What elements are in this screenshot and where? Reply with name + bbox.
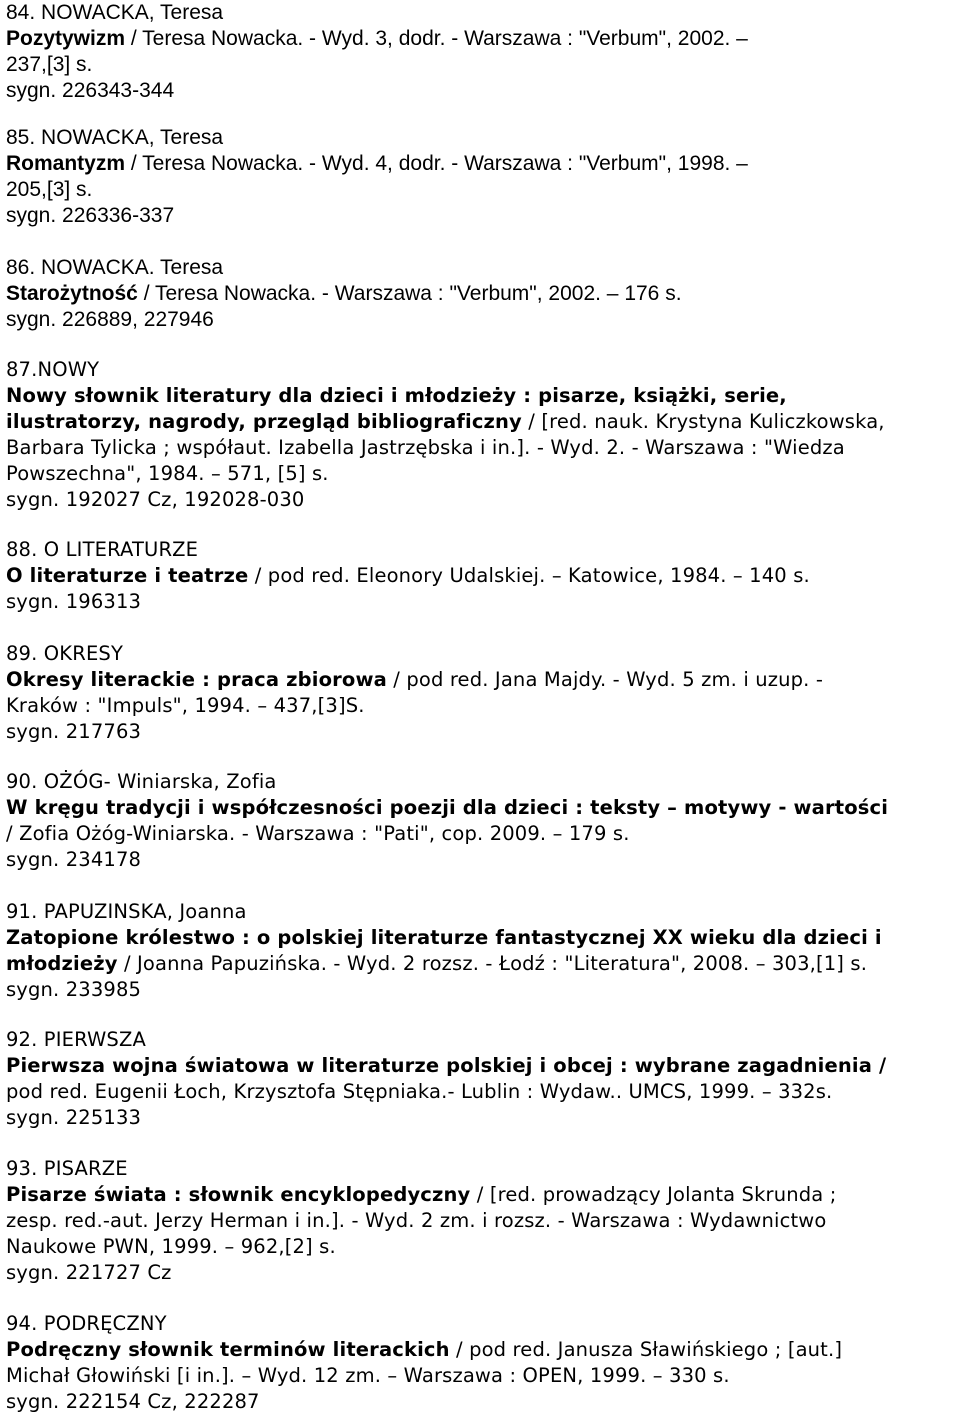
entry-line: 93. PISARZE [6,1157,128,1180]
entry-line: zesp. red.-aut. Jerzy Herman i in.]. - Wyd. 2 zm. i rozsz. - Warszawa : Wydawnictwo [6,1208,827,1232]
entry-line [6,383,787,409]
entry-title: Nowy słownik literatury dla dzieci i młodzieży : pisarze, książki, serie, [6,383,787,407]
entry-line [6,667,823,693]
entry-line [6,951,867,977]
entry-line: Barbara Tylicka ; współaut. Izabella Jastrzębska i in.]. - Wyd. 2. - Warszawa : "Wiedza [6,435,845,459]
entry-line: Naukowe PWN, 1999. – 962,[2] s. [6,1234,336,1258]
entry-details: / Teresa Nowacka. - Wyd. 3, dodr. - Warszawa : "Verbum", 2002. – [125,26,748,50]
entry-details: / Joanna Papuzińska. - Wyd. 2 rozsz. - Łodź : "Literatura", 2008. – 303,[1] s. [117,951,868,975]
entry-line: 88. O LITERATURZE [6,538,199,561]
entry-line: sygn. 226889, 227946 [6,307,214,331]
entry-line: / Zofia Ożóg-Winiarska. - Warszawa : "Pati", cop. 2009. – 179 s. [6,821,630,845]
entry-line: 87.NOWY [6,358,100,381]
entry-line: sygn. 217763 [6,719,142,743]
entry-line [6,281,682,307]
entry-line: sygn. 226336-337 [6,203,175,227]
entry-line: sygn. 225133 [6,1105,142,1129]
entry-title: W kręgu tradycji i współczesności poezji dla dzieci : teksty – motywy - wartości [6,795,889,819]
entry-line: sygn. 221727 Cz [6,1260,172,1284]
entry-details: / [red. prowadzący Jolanta Skrunda ; [470,1182,837,1206]
entry-line: sygn. 196313 [6,589,142,613]
entry-line [6,151,748,177]
entry-title: O literaturze i teatrze [6,563,249,587]
entry-line: 205,[3] s. [6,177,93,201]
entry-line: 237,[3] s. [6,52,93,76]
entry-line [6,1182,836,1208]
entry-line: 94. PODRĘCZNY [6,1312,167,1335]
entry-line: 90. OŻÓG- Winiarska, Zofia [6,770,277,793]
entry-line: Kraków : "Impuls", 1994. – 437,[3]S. [6,693,365,717]
entry-details: / [red. nauk. Krystyna Kuliczkowska, [521,409,885,433]
entry-line: 91. PAPUZINSKA, Joanna [6,900,247,923]
entry-title: Pisarze świata : słownik encyklopedyczny [6,1182,471,1206]
entry-line: 86. NOWACKA. Teresa [6,256,224,279]
entry-title: Okresy literackie : praca zbiorowa [6,667,387,691]
entry-title: Romantyzm [6,151,126,175]
entry-details: / Teresa Nowacka. - Wyd. 4, dodr. - Warszawa : "Verbum", 1998. – [125,151,748,175]
entry-title: Zatopione królestwo : o polskiej literaturze fantastycznej XX wieku dla dzieci i [6,925,882,949]
entry-title: Starożytność [6,281,138,305]
entry-title: młodzieży [6,951,118,975]
entry-line: 84. NOWACKA, Teresa [6,1,224,24]
entry-line: sygn. 233985 [6,977,142,1001]
entry-details: / pod red. Janusza Sławińskiego ; [aut.] [449,1337,843,1361]
entry-line [6,563,810,589]
entry-details: / Teresa Nowacka. - Warszawa : "Verbum", 2002. – 176 s. [137,281,682,305]
entry-title: ilustratorzy, nagrody, przegląd bibliograficzny [6,409,522,433]
entry-line: pod red. Eugenii Łoch, Krzysztofa Stępniaka.- Lublin : Wydaw.. UMCS, 1999. – 332s. [6,1079,833,1103]
entry-line: sygn. 192027 Cz, 192028-030 [6,487,305,511]
entry-line: sygn. 226343-344 [6,78,175,102]
entry-details: / pod red. Eleonory Udalskiej. – Katowice, 1984. – 140 s. [248,563,810,587]
entry-title: Podręczny słownik terminów literackich [6,1337,450,1361]
entry-line: 92. PIERWSZA [6,1028,146,1051]
entry-line [6,26,748,52]
entry-line [6,1337,842,1363]
entry-line: Michał Głowiński [i in.]. – Wyd. 12 zm. – Warszawa : OPEN, 1999. – 330 s. [6,1363,730,1387]
entry-line [6,795,888,821]
entry-line: Powszechna", 1984. – 571, [5] s. [6,461,329,485]
entry-line [6,409,885,435]
entry-line: 85. NOWACKA, Teresa [6,126,224,149]
entry-line [6,1053,886,1079]
entry-line: sygn. 234178 [6,847,142,871]
entry-line: 89. OKRESY [6,642,124,665]
entry-title: Pierwsza wojna światowa w literaturze polskiej i obcej : wybrane zagadnienia / [6,1053,887,1077]
entry-details: / pod red. Jana Majdy. - Wyd. 5 zm. i uzup. - [386,667,824,691]
entry-title: Pozytywizm [6,26,126,50]
entry-line: sygn. 222154 Cz, 222287 [6,1389,260,1413]
entry-line [6,925,882,951]
